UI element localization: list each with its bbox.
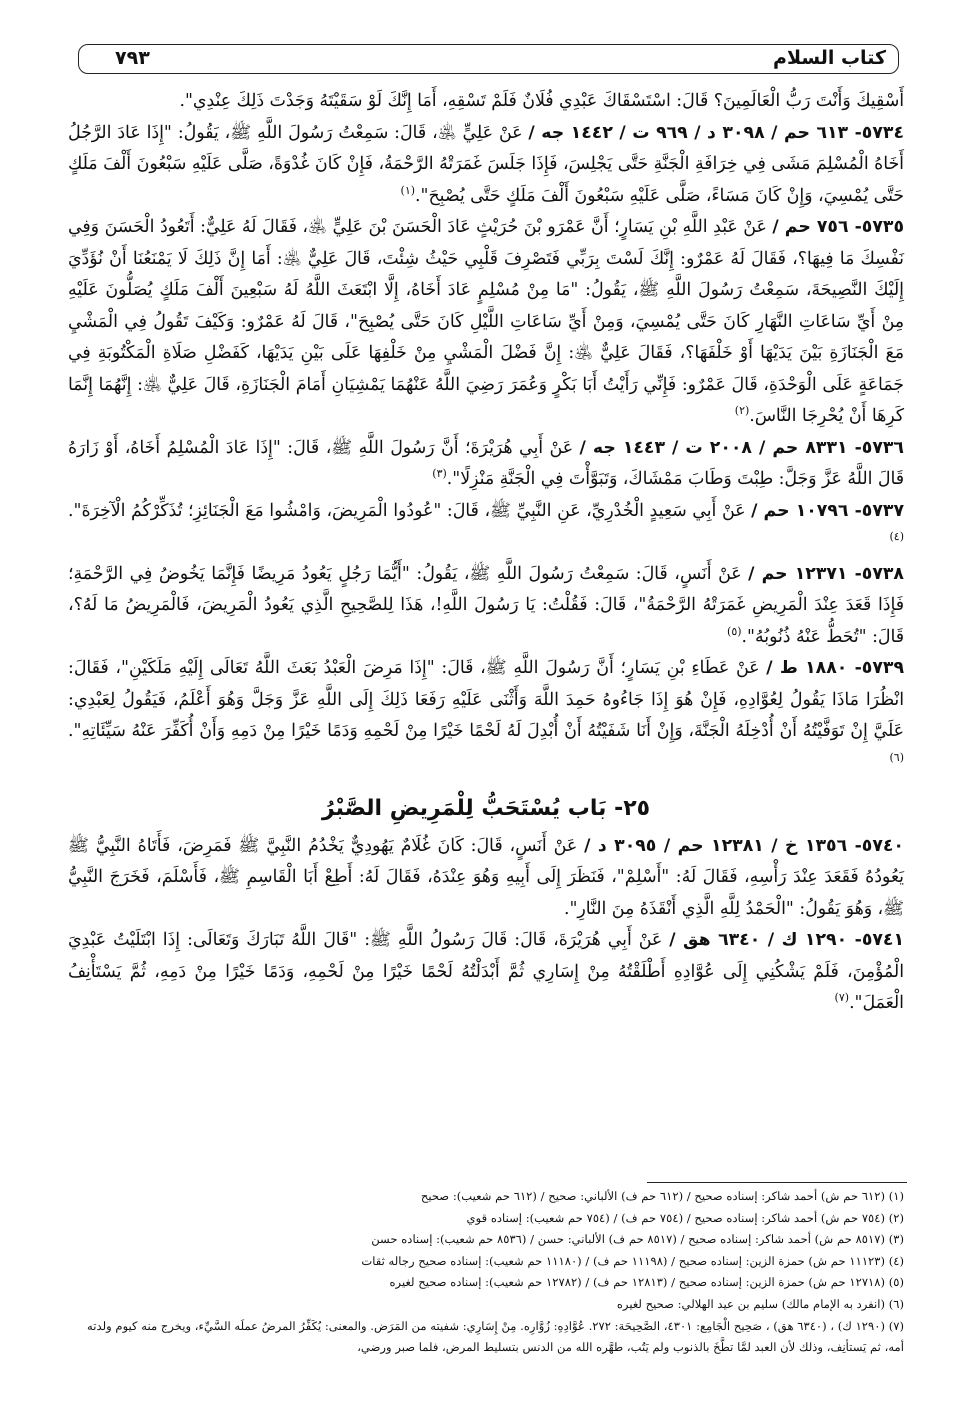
footnotes (68, 1186, 904, 1359)
hadith-5741 (68, 925, 904, 1020)
hadith-number: ٥٧٣٧- ١٠٧٩٦ حم / (751, 500, 904, 521)
hadith-number: ٥٧٣٤- ٦١٣ حم / ٣٠٩٨ د / ٩٦٩ ت / ١٤٤٢ جه / (528, 122, 904, 143)
book-title: كتاب السلام (773, 47, 886, 69)
footnote-ref: (٢) (734, 404, 750, 418)
footnote-ref: (١) (400, 183, 416, 197)
hadith-number: ٥٧٣٦- ٨٣٣١ حم / ٢٠٠٨ ت / ١٤٤٣ جه / (579, 437, 904, 458)
hadith-5738 (68, 559, 904, 654)
footnote-ref: (٣) (432, 467, 447, 481)
footnote: (٧) (١٢٩٠ ك) ، (٦٣٤٠ هق) ، صَحِيح الْجَامِع: ٤٣٠١، الصَّحِيحَة: ٢٧٢. عُوَّادِهِ: زُوَّارِه. مِنْ إِسَارِي: شفيته من المَرَض. والمعنى: يُكَفِّرُ المرضُ عملَه السَّيِّء، ويخرج منه كيوم ولدته أمه، ثم يَستأنِف، وذلك لأن العبد لمَّا تطَّخَ بالذنوب ولم يَتُب، طهَّره الله من الدنس بتسليط المرض، فلما صبر ورضي، (87, 1318, 904, 1355)
hadith-text: عَنْ أَنَسٍ، قَالَ: سَمِعْتُ رَسُولَ اللَّهِ ﷺ، يَقُولُ: "أَيُّمَا رَجُلٍ يَعُودُ مَرِيضًا فَإِنَّمَا يَخُوضُ فِي الرَّحْمَةِ؛ فَإِذَا قَعَدَ عِنْدَ الْمَرِيضِ غَمَرَتْهُ الرَّحْمَةُ"، قَالَ: فَقُلْتُ: يَا رَسُولَ اللَّهِ!، هَذَا لِلصَّحِيحِ الَّذِي يَعُودُ الْمَرِيضَ، فَالْمَرِيضُ مَا لَهُ؟، قَالَ: "تُحَطُّ عَنْهُ ذُنُوبُهُ". (68, 563, 904, 647)
footnote-ref: (٥) (727, 624, 742, 638)
hadith-number: ٥٧٣٨- ١٢٣٧١ حم / (748, 563, 904, 584)
page-header (78, 44, 899, 74)
footnote: (٦) (انفرد به الإمام مالك) سليم بن عيد الهلالي: صحيح لغيره (616, 1296, 904, 1311)
hadith-5739 (68, 653, 904, 779)
hadith-5740 (68, 831, 904, 926)
hadith-text: عَنْ عَلِيٍّ ﵁، قَالَ: سَمِعْتُ رَسُولَ اللَّهِ ﷺ، يَقُولُ: "إِذَا عَادَ الرَّجُلُ أَخَاهُ الْمُسْلِمَ مَشَى فِي خِرَافَةِ الْجَنَّةِ حَتَّى يَجْلِسَ، فَإِذَا جَلَسَ غَمَرَتْهُ الرَّحْمَةُ، فَإِنْ كَانَ غُدْوَةً، صَلَّى عَلَيْهِ سَبْعُونَ أَلْفَ مَلَكٍ حَتَّى يُمْسِيَ، وَإِنْ كَانَ مَسَاءً، صَلَّى عَلَيْهِ سَبْعُونَ أَلْفَ مَلَكٍ حَتَّى يُصْبِحَ". (68, 122, 904, 206)
footnote-ref: (٤) (889, 530, 904, 544)
paragraph (68, 86, 904, 118)
hadith-number: ٥٧٣٥- ٧٥٦ حم / (772, 217, 904, 237)
hadith-5737 (68, 496, 904, 559)
hadith-text: عَنْ أَبِي سَعِيدٍ الْخُدْرِيِّ، عَنِ النَّبِيِّ ﷺ، قَالَ: "عُودُوا الْمَرِيضَ، وَامْشُوا مَعَ الْجَنَائِزِ؛ تُذَكِّرْكُمُ الْآخِرَةَ". (68, 500, 746, 521)
hadith-text: أَسْقِيكَ وَأَنْتَ رَبُّ الْعَالَمِينَ؟ قَالَ: اسْتَسْقَاكَ عَبْدِي فُلَانٌ فَلَمْ تَسْقِهِ، أَمَا إِنَّكَ لَوْ سَقَيْتَهُ وَجَدْتَ ذَلِكَ عِنْدِي". (179, 91, 904, 111)
main-text (68, 86, 904, 1020)
hadith-text: عَنْ أَبِي هُرَيْرَةَ، قَالَ: قَالَ رَسُولُ اللَّهِ ﷺ: "قَالَ اللَّهُ تَبَارَكَ وَتَعَالَى: إِذَا ابْتَلَيْتُ عَبْدِيَ الْمُؤْمِنَ، فَلَمْ يَشْكُنِي إِلَى عُوَّادِهِ أَطْلَقْتُهُ مِنْ إِسَارِي ثُمَّ أَبْدَلْتُهُ لَحْمًا خَيْرًا مِنْ لَحْمِهِ، وَدَمًا خَيْرًا مِنْ دَمِهِ، ثُمَّ يَسْتَأْنِفُ الْعَمَلَ". (68, 930, 904, 1013)
footnote: (٤) (١١١٢٣ حم ش) حمزة الزين: إسناده صحيح / (١١١٩٨ حم ف) / (١١١٨٠ حم شعيب): إسناده صحيح رجاله ثقات (361, 1253, 904, 1268)
hadith-text: عَنْ أَنَسٍ، قَالَ: كَانَ غُلَامٌ يَهُودِيٌّ يَخْدُمُ النَّبِيَّ ﷺ فَمَرِضَ، فَأَتَاهُ النَّبِيُّ ﷺ يَعُودُهُ فَقَعَدَ عِنْدَ رَأْسِهِ، فَقَالَ لَهُ: "أَسْلِمْ"، فَنَظَرَ إِلَى أَبِيهِ وَهُوَ عِنْدَهُ، فَقَالَ لَهُ: أَطِعْ أَبَا الْقَاسِمِ ﷺ، فَأَسْلَمَ، فَخَرَجَ النَّبِيُّ ﷺ، وَهُوَ يَقُولُ: "الْحَمْدُ لِلَّهِ الَّذِي أَنْقَذَهُ مِنَ النَّارِ". (68, 835, 904, 919)
footnote: (٢) (٧٥٤ حم ش) أحمد شاكر: إسناده صحيح / (٧٥٤ حم ف) / (٧٥٤ حم شعيب): إسناده قوي (466, 1210, 904, 1225)
hadith-number: ٥٧٣٩- ١٨٨٠ ط / (766, 658, 904, 678)
footnote-separator (647, 1182, 907, 1183)
footnote: (٣) (٨٥١٧ حم ش) أحمد شاكر: إسناده صحيح / (٨٥١٧ حم ف) الألباني: حسن / (٨٥٣٦ حم شعيب): إسناده حسن (371, 1232, 904, 1247)
hadith-5734 (68, 118, 904, 213)
hadith-number: ٥٧٤٠- ١٣٥٦ خ / ١٢٣٨١ حم / ٣٠٩٥ د / (584, 835, 904, 856)
footnote-ref: (٦) (889, 750, 904, 764)
footnote: (٥) (١٢٧١٨ حم ش) حمزة الزين: إسناده صحيح / (١٢٨١٣ حم ف) / (١٢٧٨٢ حم شعيب): إسناده صحيح لغيره (389, 1275, 904, 1290)
hadith-5735 (68, 212, 904, 433)
page-number: ٧٩٣ (115, 47, 150, 69)
chapter-heading: ٢٥- بَاب يُسْتَحَبُّ لِلْمَرِيضِ الصَّبْرُ (321, 796, 651, 821)
hadith-text: عَنْ عَبْدِ اللَّهِ بْنِ يَسَارٍ؛ أَنَّ عَمْرَو بْنَ حُرَيْثٍ عَادَ الْحَسَنَ بْنَ عَلِيٍّ ﵁، فَقَالَ لَهُ عَلِيٌّ: أَتَعُودُ الْحَسَنَ وَفِي نَفْسِكَ مَا فِيهَا؟، فَقَالَ لَهُ عَمْرٌو: إِنَّكَ لَسْتَ بِرَبِّي فَتَصْرِفَ قَلْبِي حَيْثُ شِئْتَ، قَالَ عَلِيٌّ ﵁: أَمَا إِنَّ ذَلِكَ لَا يَمْنَعُنَا أَنْ نُؤَدِّيَ إِلَيْكَ النَّصِيحَةَ، سَمِعْتُ رَسُولَ اللَّهِ ﷺ، يَقُولُ: "مَا مِنْ مُسْلِمٍ عَادَ أَخَاهُ، إِلَّا ابْتَعَثَ اللَّهُ لَهُ سَبْعِينَ أَلْفَ مَلَكٍ يُصَلُّونَ عَلَيْهِ مِنْ أَيِّ سَاعَاتِ النَّهَارِ كَانَ حَتَّى يُمْسِيَ، وَمِنْ أَيِّ سَاعَاتِ اللَّيْلِ كَانَ حَتَّى يُصْبِحَ"، قَالَ لَهُ عَمْرٌو: وَكَيْفَ تَقُولُ فِي الْمَشْيِ مَعَ الْجَنَازَةِ بَيْنَ يَدَيْهَا أَوْ خَلْفَهَا؟، فَقَالَ عَلِيٌّ ﵁: إِنَّ فَضْلَ الْمَشْيِ مِنْ خَلْفِهَا عَلَى بَيْنِ يَدَيْهَا، كَفَضْلِ صَلَاةِ الْمَكْتُوبَةِ فِي جَمَاعَةٍ عَلَى الْوَحْدَةِ، قَالَ عَمْرٌو: فَإِنِّي رَأَيْتُ أَبَا بَكْرٍ وَعُمَرَ رَضِيَ اللَّهُ عَنْهُمَا يَمْشِيَانِ أَمَامَ الْجَنَازَةِ، قَالَ عَلِيٌّ ﵁: إِنَّهُمَا إِنَّمَا كَرِهَا أَنْ يُحْرِجَا النَّاسَ. (68, 217, 904, 426)
hadith-text: عَنْ أَبِي هُرَيْرَةَ؛ أَنَّ رَسُولَ اللَّهِ ﷺ، قَالَ: "إِذَا عَادَ الْمُسْلِمُ أَخَاهُ، أَوْ زَارَهُ قَالَ اللَّهُ عَزَّ وَجَلَّ: طِبْتَ وَطَابَ مَمْشَاكَ، وَتَبَوَّأْتَ فِي الْجَنَّةِ مَنْزِلًا". (68, 437, 904, 489)
hadith-number: ٥٧٤١- ١٢٩٠ ك / ٦٣٤٠ هق / (669, 930, 905, 950)
footnote-ref: (٧) (834, 991, 850, 1005)
hadith-text: عَنْ عَطَاءِ بْنِ يَسَارٍ؛ أَنَّ رَسُولَ اللَّهِ ﷺ، قَالَ: "إِذَا مَرِضَ الْعَبْدُ بَعَثَ اللَّهُ تَعَالَى إِلَيْهِ مَلَكَيْنِ"، فَقَالَ: انْظُرَا مَاذَا يَقُولُ لِعُوَّادِهِ، فَإِنْ هُوَ إِذَا جَاءُوهُ حَمِدَ اللَّهَ وَأَثْنَى عَلَيْهِ رَفَعَا ذَلِكَ إِلَى اللَّهِ عَزَّ وَجَلَّ وَهُوَ أَعْلَمُ، فَيَقُولُ لِعَبْدِي: عَلَيَّ إِنْ تَوَفَّيْتُهُ أَنْ أُدْخِلَهُ الْجَنَّةَ، وَإِنْ أَنَا شَفَيْتُهُ أَنْ أُبْدِلَ لَهُ لَحْمًا خَيْرًا مِنْ لَحْمِهِ وَدَمًا خَيْرًا مِنْ دَمِهِ وَأَنْ أُكَفِّرَ عَنْهُ سَيِّئَاتِهِ". (68, 658, 904, 741)
hadith-5736 (68, 433, 904, 496)
footnote: (١) (٦١٢ حم ش) أحمد شاكر: إسناده صحيح / (٦١٢ حم ف) الألباني: صحيح / (٦١٢ حم شعيب): صحيح (420, 1189, 904, 1203)
